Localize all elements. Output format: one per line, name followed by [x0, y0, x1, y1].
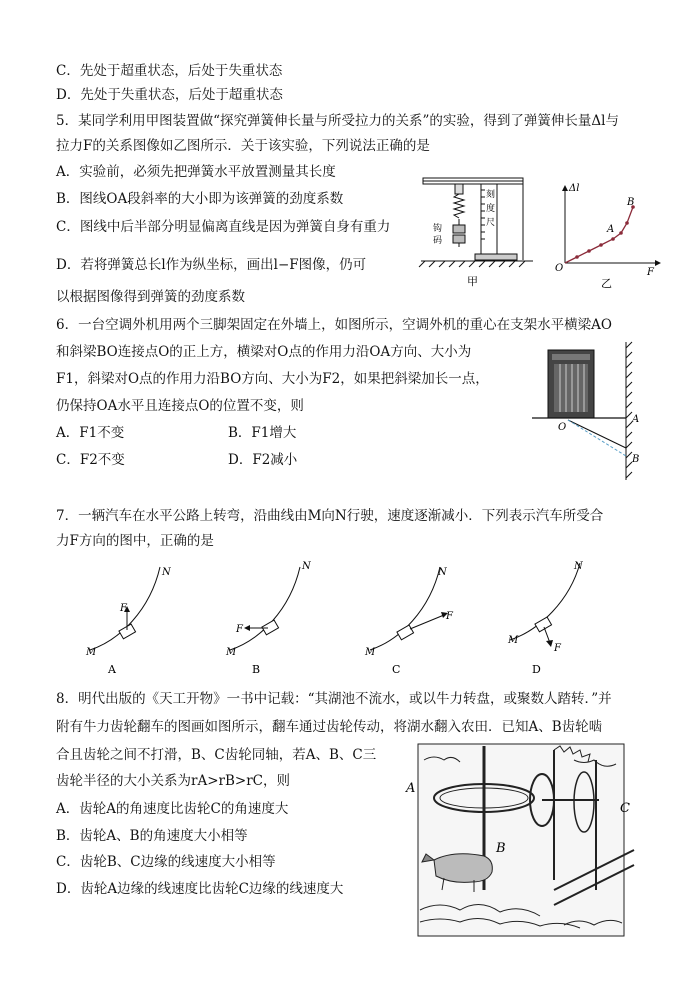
ruler-char-1: 刻 — [486, 190, 496, 200]
q8-figure — [404, 740, 640, 940]
q7-diagram-b — [225, 561, 312, 676]
point-b-label: B — [632, 454, 640, 465]
q7-diagram-a — [85, 567, 172, 676]
q7a-caption: A — [108, 663, 116, 676]
q8-stem-3: 合且齿轮之间不打滑，B、C齿轮同轴，若A、B、C三 — [56, 747, 377, 763]
ruler-char-3: 尺 — [486, 218, 496, 228]
q5-stem-1: 5．某同学利用甲图装置做“探究弹簧伸长量与所受拉力的关系”的实验，得到了弹簧伸长量Δl与 — [56, 113, 619, 129]
q7b-n-label: N — [302, 561, 311, 572]
graph-points — [575, 205, 635, 259]
q6-stem-2: 和斜梁BO连接点O的正上方，横梁对O点的作用力沿OA方向、大小为 — [56, 344, 472, 360]
beam-bo — [568, 420, 626, 448]
q7a-f-label: F — [120, 603, 127, 614]
q5-option-c: C．图线中后半部分明显偏离直线是因为弹簧自身有重力 — [56, 219, 391, 235]
q7d-n-label: N — [574, 561, 583, 572]
graph-point-5 — [625, 221, 629, 225]
gear-a-label: A — [406, 781, 416, 796]
graph-origin-label: O — [555, 263, 564, 274]
q7d-f-label: F — [554, 643, 561, 654]
q8-option-a: A．齿轮A的角速度比齿轮C的角速度大 — [56, 801, 289, 817]
q8-option-d: D．齿轮A边缘的线速度比齿轮C边缘的线速度大 — [56, 881, 344, 897]
q6-option-b: B．F1增大 — [228, 425, 297, 441]
graph-point-a-label: A — [607, 224, 615, 235]
gear-c-label: C — [620, 801, 630, 816]
q7b-m-label: M — [226, 647, 237, 658]
ruler-label — [486, 188, 495, 200]
graph-point-1 — [587, 249, 591, 253]
q5-option-d-cont: 以根据图像得到弹簧的劲度系数 — [56, 289, 245, 305]
q8-option-b: B．齿轮A、B的角速度大小相等 — [56, 828, 248, 844]
weights-char-2: 码 — [433, 236, 443, 246]
q7-diagram-c — [364, 567, 454, 676]
q8-stem-1: 8．明代出版的《天工开物》一书中记载：“其湖池不流水，或以牛力转盘，或聚数人踏转．”并 — [56, 691, 612, 707]
q7c-caption: C — [392, 663, 401, 676]
extension-force-graph — [555, 183, 661, 290]
beam-bo-extended — [568, 420, 626, 456]
q8-stem-4: 齿轮半径的大小关系为rA>rB>rC，则 — [56, 773, 290, 789]
q7-stem-1: 7．一辆汽车在水平公路上转弯，沿曲线由M向N行驶，速度逐渐减小．下列表示汽车所受合 — [56, 508, 604, 524]
q6-figure — [528, 340, 648, 485]
q7a-n-label: N — [162, 567, 171, 578]
q8-stem-2: 附有牛力齿轮翻车的图画如图所示，翻车通过齿轮传动，将湖水翻入农田．已知A、B齿轮啮 — [56, 719, 603, 735]
q7b-caption: B — [252, 663, 261, 676]
option-c-prev: C．先处于超重状态，后处于失重状态 — [56, 63, 283, 79]
fig-caption-yi: 乙 — [601, 277, 612, 290]
graph-point-3 — [611, 237, 615, 241]
graph-point-0 — [575, 255, 579, 259]
point-a-label: A — [632, 414, 640, 425]
fig-caption-jia: 甲 — [467, 275, 478, 288]
gear-b-label: B — [496, 841, 506, 856]
q7a-m-label: M — [86, 647, 97, 658]
q7c-m-label: M — [365, 647, 376, 658]
graph-axis-y-label: Δl — [569, 183, 580, 194]
q5-option-b: B．图线OA段斜率的大小即为该弹簧的劲度系数 — [56, 191, 344, 207]
option-d-prev: D．先处于失重状态，后处于超重状态 — [56, 87, 283, 103]
point-o-label: O — [558, 422, 567, 433]
ac-unit — [548, 350, 594, 418]
q7d-m-label: M — [508, 635, 519, 646]
q5-stem-2: 拉力F的关系图像如乙图所示．关于该实验，下列说法正确的是 — [56, 138, 430, 154]
q7-diagram-d — [507, 561, 584, 676]
q6-stem-1: 6．一台空调外机用两个三脚架固定在外墙上，如图所示，空调外机的重心在支架水平横梁AO — [56, 317, 612, 333]
q6-option-c: C．F2不变 — [56, 452, 125, 468]
graph-point-b-label: B — [627, 197, 635, 208]
q5-option-a: A．实验前，必须先把弹簧水平放置测量其长度 — [56, 164, 336, 180]
q7d-caption: D — [532, 663, 541, 676]
q6-option-a: A．F1不变 — [56, 425, 125, 441]
q7-figure — [80, 555, 620, 680]
q6-stem-4: 仍保持OA水平且连接点O的位置不变，则 — [56, 398, 304, 414]
graph-curve — [565, 207, 633, 263]
q7b-f-label: F — [236, 624, 243, 635]
q5-figure — [415, 175, 665, 290]
spring-apparatus — [419, 178, 533, 267]
q5-option-d: D．若将弹簧总长l作为纵坐标，画出l−F图像，仍可 — [56, 257, 367, 273]
weights-char-1: 钩 — [433, 224, 443, 234]
ruler-char-2: 度 — [486, 204, 496, 214]
q6-stem-3: F1，斜梁对O点的作用力沿BO方向、大小为F2，如果把斜梁加长一点， — [56, 371, 489, 387]
graph-axis-x-label: F — [647, 267, 654, 278]
graph-point-2 — [599, 243, 603, 247]
q8-option-c: C．齿轮B、C边缘的线速度大小相等 — [56, 854, 276, 870]
q7c-f-label: F — [446, 611, 453, 622]
graph-point-4 — [619, 231, 623, 235]
q6-option-d: D．F2减小 — [228, 452, 298, 468]
q7c-n-label: N — [438, 567, 447, 578]
q7-stem-2: 力F方向的图中，正确的是 — [56, 533, 214, 549]
